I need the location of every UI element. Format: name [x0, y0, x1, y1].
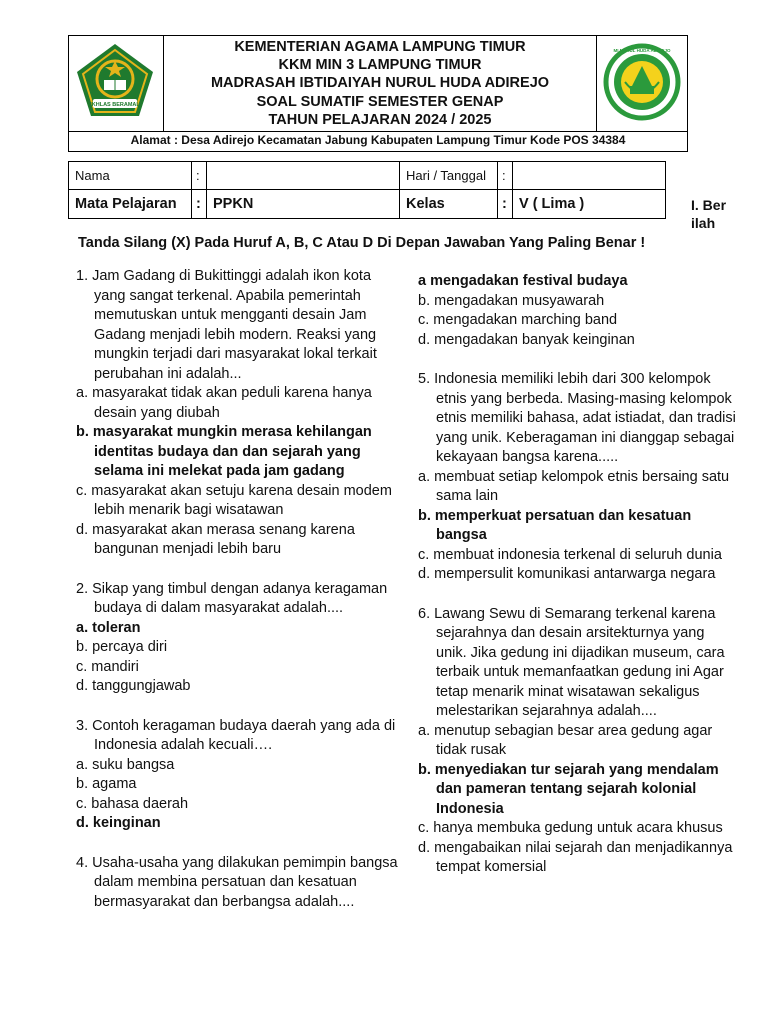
date-field[interactable] [513, 162, 666, 190]
question-stem: 4. Usaha-usaha yang dilakukan pemimpin bangsa dalam membina persatuan dan kesatuan bermasyarakat dan berbangsa adalah.... [76, 854, 398, 910]
answer-option[interactable]: a. masyarakat tidak akan peduli karena hanya desain yang diubah [76, 385, 372, 421]
question-item [418, 370, 736, 585]
info-row-subject [69, 190, 666, 219]
date-label: Hari / Tanggal [400, 162, 498, 190]
info-row-name [69, 162, 666, 190]
header-titles [164, 38, 596, 129]
answer-option[interactable]: b. memperkuat persatuan dan kesatuan bangsa [418, 507, 692, 543]
date-colon: : [498, 162, 513, 190]
school-logo [596, 36, 687, 131]
title-line: SOAL SUMATIF SEMESTER GENAP [256, 93, 504, 110]
answer-option[interactable]: d. mengabaikan nilai sejarah dan menjadikannya tempat komersial [418, 839, 733, 875]
answer-option[interactable]: d. keinginan [76, 815, 161, 831]
question-item [76, 267, 406, 560]
question-stem: 5. Indonesia memiliki lebih dari 300 kelompok etnis yang berbeda. Masing-masing kelompok etnis memiliki bahasa, adat istiadat, dan tradisi yang unik. Keberagaman ini dianggap sebagai kekayaan bangsa karena..... [418, 371, 736, 465]
subject-colon: : [192, 190, 207, 219]
name-label: Nama [69, 162, 192, 190]
answer-option[interactable]: b. agama [76, 776, 137, 792]
answer-option[interactable]: b. masyarakat mungkin merasa kehilangan identitas budaya dan dan sejarah yang selama ini melekat pada jam gadang [76, 424, 372, 479]
answer-option[interactable]: d. mengadakan banyak keinginan [418, 331, 635, 348]
title-line: KEMENTERIAN AGAMA LAMPUNG TIMUR [234, 39, 526, 55]
answer-option[interactable]: c. bahasa daerah [76, 795, 189, 812]
answer-option[interactable]: a mengadakan festival budaya [418, 273, 628, 289]
answer-option[interactable]: a. membuat setiap kelompok etnis bersaing satu sama lain [418, 468, 730, 504]
answer-option[interactable]: b. mengadakan musyawarah [418, 292, 605, 309]
side-line: I. Ber [691, 197, 727, 213]
instruction-text: Tanda Silang (X) Pada Huruf A, B, C Atau D Di Depan Jawaban Yang Paling Benar ! [78, 235, 646, 251]
answer-option[interactable]: c. mandiri [76, 658, 139, 675]
answer-option[interactable]: b. percaya diri [76, 639, 168, 655]
answer-option[interactable]: a. menutup sebagian besar area gedung agar tidak rusak [418, 722, 713, 758]
class-value: V ( Lima ) [513, 190, 666, 219]
answer-option[interactable]: d. tanggungjawab [76, 678, 191, 694]
answer-option[interactable]: a. toleran [76, 619, 141, 636]
question-stem: 2. Sikap yang timbul dengan adanya keragaman budaya di dalam masyarakat adalah.... [76, 580, 388, 616]
question-item [76, 854, 406, 913]
answer-option[interactable]: a. suku bangsa [76, 756, 175, 773]
school-address: Alamat : Desa Adirejo Kecamatan Jabung Kabupaten Lampung Timur Kode POS 34384 [130, 133, 626, 147]
exam-header [68, 35, 688, 152]
title-line: KKM MIN 3 LAMPUNG TIMUR [278, 57, 482, 74]
answer-option[interactable]: c. membuat indonesia terkenal di seluruh dunia [418, 546, 722, 563]
answer-option[interactable]: c. hanya membuka gedung untuk acara khusus [418, 820, 723, 836]
class-colon: : [498, 190, 513, 219]
answer-option[interactable]: d. masyarakat akan merasa senang karena bangunan menjadi lebih baru [76, 521, 355, 557]
answer-option[interactable]: c. mengadakan marching band [418, 312, 618, 328]
svg-text:MI NURUL HUDA ADIREJO: MI NURUL HUDA ADIREJO [613, 48, 671, 53]
question-item [418, 272, 736, 350]
question-stem: 6. Lawang Sewu di Semarang terkenal karena sejarahnya dan desain arsitekturnya yang unik. Jika gedung ini dijadikan museum, cara terbaik untuk memanfaatkan gedung ini Agar tetap menarik minat wisatawan sekaligus melestarikan sejarahnya adalah.... [418, 605, 725, 719]
name-field[interactable] [207, 162, 400, 190]
subject-value: PPKN [207, 190, 400, 219]
svg-text:IKHLAS BERAMAL: IKHLAS BERAMAL [90, 102, 140, 108]
side-line: ilah [691, 215, 716, 231]
title-line: TAHUN PELAJARAN 2024 / 2025 [268, 111, 492, 128]
answer-option[interactable]: c. masyarakat akan setuju karena desain modem lebih menarik bagi wisatawan [76, 482, 392, 518]
subject-label: Mata Pelajaran [69, 190, 192, 219]
title-line: MADRASAH IBTIDAIYAH NURUL HUDA ADIREJO [210, 75, 550, 92]
side-fragment [691, 196, 726, 232]
questions-right-column [418, 272, 736, 898]
class-label: Kelas [400, 190, 498, 219]
student-info-table [68, 161, 666, 219]
question-item [76, 717, 406, 834]
questions-left-column [76, 267, 406, 932]
question-stem: 3. Contoh keragaman budaya daerah yang ada di Indonesia adalah kecuali…. [76, 717, 396, 753]
question-item [76, 580, 406, 697]
ministry-logo [69, 36, 164, 131]
question-item [418, 605, 736, 878]
header-top [69, 36, 687, 132]
answer-option[interactable]: d. mempersulit komunikasi antarwarga negara [418, 566, 716, 582]
answer-option[interactable]: b. menyediakan tur sejarah yang mendalam dan pameran tentang sejarah kolonial Indonesia [418, 761, 719, 817]
question-stem: 1. Jam Gadang di Bukittinggi adalah ikon kota yang sangat terkenal. Apabila pemerintah memutuskan untuk mengganti desain Jam Gadang menjadi lebih modern. Reaksi yang mungkin terjadi dari masyarakat lokal terkait perubahan ini adalah... [76, 268, 377, 382]
name-colon: : [192, 162, 207, 190]
